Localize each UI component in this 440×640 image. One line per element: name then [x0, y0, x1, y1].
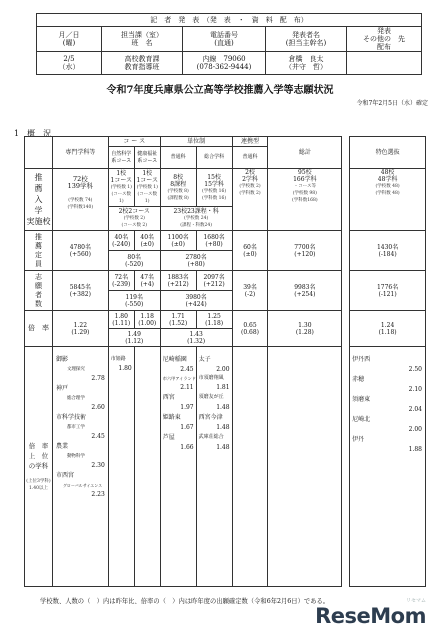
r4-toku: 1.24 (1.18) — [350, 311, 426, 347]
r4-course-sub: 1.49 (1.12) — [108, 329, 160, 347]
confirm-date: 令和7年2月5日（水）確定 — [356, 100, 428, 107]
r3-toku: 1776名 (-121) — [350, 271, 426, 311]
r5-total-cell — [268, 347, 342, 587]
r5-futsu-7: 1.67 — [180, 424, 194, 431]
r5-toku-8: 伊丹 — [352, 436, 365, 443]
r5-senmon-2: 2.78 — [91, 375, 105, 382]
r5-toku-9: 1.88 — [408, 446, 422, 453]
gap — [342, 271, 350, 311]
header-col-other: 発表 その他の 先 配布 — [347, 27, 422, 52]
r1-kenko-sub: (学校数 1) (コース数 1) — [136, 185, 158, 204]
r1-sogo-cell — [196, 169, 232, 207]
r5-jishu-0: 市姫路 — [110, 356, 126, 362]
r1-futsu-cell — [160, 169, 196, 207]
r5-sogo-0: 太子 — [198, 356, 211, 363]
r5-senmon-9: 農業 — [55, 443, 68, 450]
gap — [342, 137, 350, 147]
header-course: コ ー ス — [108, 137, 160, 147]
r5-toku-3: 2.10 — [408, 386, 422, 393]
row-label-ratio: 倍 率 — [25, 311, 53, 347]
header-tokushoku: 特色選抜 — [350, 137, 426, 169]
r5-toku-0: 伊丹西 — [352, 356, 371, 363]
r1-total: 95校 166学科 — [293, 169, 317, 183]
r1-jishu-cell — [108, 169, 134, 207]
r5-senmon-6: 市科学技術 — [55, 414, 86, 421]
r5-futsu-8: 芦屋 — [162, 434, 175, 441]
r5-senmon-3: 神戸 — [55, 385, 68, 392]
header-val-dept: 高校教育課 教育指導班 — [102, 52, 183, 75]
header-col-dept: 担当課（室） 班 名 — [102, 27, 183, 52]
header-kenko: 健康福祉 系コース — [134, 147, 160, 169]
r1-renkei-sub: (学校数 2) (学科数 2) — [239, 184, 261, 196]
r3-senmon: 5845名 (+382) — [52, 271, 108, 311]
r1-sogo: 15校 15学科 — [204, 173, 224, 188]
r5-sogo-7: 1.48 — [216, 424, 230, 431]
r1-toku-sub: (学校数 48) (学科数 48) — [375, 184, 400, 196]
footnote: 学校数、人数の（ ）内は昨年比、倍率の（ ）内は昨年度の出願確定数（令和6年2月6日）である。 — [40, 598, 330, 605]
gap — [342, 311, 350, 347]
page-title: 令和7年度兵庫県公立高等学校推薦入学等志願状況 — [106, 85, 334, 96]
r1-toku: 48校 48学科 — [377, 169, 398, 183]
r5-toku-cell — [350, 347, 426, 587]
r4-tanni-sub: 1.43 (1.32) — [160, 329, 232, 347]
r5-senmon-10: 動物科学 — [66, 454, 85, 459]
header-val-date: 2/5 （水） — [37, 52, 102, 75]
header-futsu1: 普通科 — [160, 147, 196, 169]
r5-futsu-5: 1.97 — [180, 404, 194, 411]
r2-futsu: 1100名 (±0) — [160, 231, 196, 251]
corner-cell — [25, 137, 53, 169]
gap — [342, 231, 350, 271]
r1-sogo-sub: (学校数 16) (学科数 16) — [202, 188, 227, 201]
r1-senmon: 72校 139学科 — [67, 175, 94, 190]
r1-tanni-sub: 23校23課程・科 — [173, 208, 219, 215]
r5-sogo-6: 西宮今津 — [198, 414, 223, 421]
r5-senmon-11: 2.30 — [91, 462, 105, 469]
r1-renkei: 2校 2学科 — [242, 169, 258, 183]
r3-renkei: 39名 (-2) — [232, 271, 268, 311]
r5-sogo-8: 武庫荘総合 — [198, 434, 224, 440]
r2-senmon: 4780名 (+560) — [52, 231, 108, 271]
r5-futsu-3: 2.11 — [180, 384, 194, 391]
row-label-applicants: 志 願 者 数 — [25, 271, 53, 311]
r2-renkei: 60名 (±0) — [232, 231, 268, 271]
header-val-other — [347, 52, 422, 75]
r5-toku-1: 2.50 — [408, 366, 422, 373]
row-label-schools: 推 薦 入 学 実施校 — [25, 169, 53, 231]
header-jishu: 自然科学 系コース — [108, 147, 134, 169]
r5-senmon-12: 市西宮 — [55, 472, 74, 479]
r5-senmon-7: 都市工学 — [66, 425, 85, 430]
r1-course-sub-cell — [108, 207, 160, 231]
r5-futsu-4: 西宮 — [162, 394, 175, 401]
r4-renkei: 0.65 (0.68) — [232, 311, 268, 347]
r5-sogo-cell — [196, 347, 232, 587]
header-val-presenter: 倉橋 良太 （井守 哲） — [266, 52, 347, 75]
r1-total-sub: ・コース等 (学校数 98) (学科数168) — [292, 184, 318, 203]
r1-jishu-sub: (学校数 1) (コース数 1) — [110, 185, 132, 204]
r3-jishu: 72名 (-239) — [108, 271, 134, 291]
r2-toku: 1430名 (-184) — [350, 231, 426, 271]
r5-senmon-cell — [52, 347, 108, 587]
r5-sogo-3: 1.81 — [216, 384, 230, 391]
r1-futsu: 8校 8課程 — [170, 173, 187, 188]
r5-toku-4: 須磨東 — [352, 396, 371, 403]
r1-senmon-sub: (学校数 74) (学科数140) — [67, 198, 94, 210]
r1-senmon-cell — [52, 169, 108, 231]
header-tanni: 単位制 — [160, 137, 232, 147]
r1-renkei-cell — [232, 169, 268, 231]
r3-total: 9983名 (+254) — [268, 271, 342, 311]
summary-table — [24, 136, 426, 587]
r5-jishu-1: 1.80 — [118, 365, 132, 372]
r2-course-sub: 80名 (-520) — [108, 251, 160, 271]
r5-senmon-1: 文理探究 — [66, 367, 85, 372]
r5-senmon-8: 2.45 — [91, 433, 105, 440]
header-sogo: 総合学科 — [196, 147, 232, 169]
r2-kenko: 40名 (±0) — [134, 231, 160, 251]
r4-sogo: 1.25 (1.18) — [196, 311, 232, 329]
r1-tanni-sub-cell — [160, 207, 232, 231]
r5-toku-6: 尼崎北 — [352, 416, 371, 423]
r5-toku-5: 2.04 — [408, 406, 422, 413]
r2-sogo: 1680名 (+80) — [196, 231, 232, 251]
r5-futsu-cell — [160, 347, 196, 587]
r5-futsu-1: 2.45 — [180, 366, 194, 373]
r3-course-sub: 119名 (-550) — [108, 291, 160, 311]
r4-kenko: 1.18 (1.00) — [134, 311, 160, 329]
r5-senmon-4: 総合理学 — [66, 396, 85, 401]
r4-jishu: 1.80 (1.11) — [108, 311, 134, 329]
r5-label-sub: (上位3学科) 1.40以上 — [26, 479, 51, 491]
r1-course-sub: 2校2コース — [118, 208, 150, 215]
watermark-logo: ReseMom — [315, 604, 426, 628]
r3-kenko: 47名 (+4) — [134, 271, 160, 291]
r2-total: 7700名 (+120) — [268, 231, 342, 271]
row-label-capacity: 推 薦 定 員 — [25, 231, 53, 271]
r2-tanni-sub: 2780名 (+80) — [160, 251, 232, 271]
header-renkei: 連携型 — [232, 137, 268, 147]
r3-sogo: 2097名 (+212) — [196, 271, 232, 291]
r5-senmon-13: グローバルサイエンス — [62, 483, 103, 488]
header-top-label: 記 者 発 表 （発 表 ・ 資 料 配 布） — [37, 14, 422, 27]
r1-kenko: 1校 1コース — [136, 170, 158, 184]
r5-futsu-6: 姫路東 — [162, 414, 181, 421]
header-total: 総計 — [268, 137, 342, 169]
r5-renkei-cell — [232, 347, 268, 587]
r5-senmon-0: 御影 — [55, 356, 68, 363]
r5-senmon-14: 2.23 — [91, 491, 105, 498]
r5-toku-7: 2.00 — [408, 426, 422, 433]
r1-kenko-cell — [134, 169, 160, 207]
header-col-phone: 電話番号 (直通) — [183, 27, 266, 52]
r1-total-cell — [268, 169, 342, 231]
r5-sogo-9: 1.48 — [216, 444, 230, 451]
r5-sogo-4: 須磨友が丘 — [198, 394, 224, 400]
r5-futsu-9: 1.66 — [180, 444, 194, 451]
gap — [342, 147, 350, 169]
resemom-watermark — [315, 597, 426, 628]
press-header-table — [36, 13, 422, 75]
r5-sogo-2: 市須磨翔風 — [198, 375, 224, 381]
gap — [342, 347, 350, 587]
r5-futsu-0: 尼崎稲園 — [162, 356, 187, 363]
r5-jishu-cell — [108, 347, 134, 587]
r5-label: 倍 率 上 位 の学科 — [28, 442, 49, 470]
header-futsu2: 普通科 — [232, 147, 268, 169]
r4-senmon: 1.22 (1.29) — [52, 311, 108, 347]
r1-tanni-sub-s: (学校数 24) (課程・科数24) — [180, 216, 212, 228]
r2-jishu: 40名 (-240) — [108, 231, 134, 251]
r4-futsu: 1.71 (1.52) — [160, 311, 196, 329]
r3-tanni-sub: 3980名 (+424) — [160, 291, 232, 311]
r1-course-sub-s: (学校数 2) (コース数 2) — [121, 216, 148, 228]
section-heading: 1 概 況 — [14, 129, 52, 138]
r5-kenko-cell — [134, 347, 160, 587]
r4-total: 1.30 (1.28) — [268, 311, 342, 347]
r5-sogo-1: 2.00 — [216, 366, 230, 373]
r1-toku-cell — [350, 169, 426, 231]
header-col-presenter: 発表者名 (担当主幹名) — [266, 27, 347, 52]
r5-sogo-5: 1.48 — [216, 404, 230, 411]
row-label-top — [25, 347, 53, 587]
r3-futsu: 1883名 (+212) — [160, 271, 196, 291]
watermark-sub: リセマム — [406, 598, 426, 604]
r5-toku-2: 赤穂 — [352, 376, 365, 383]
gap — [342, 169, 350, 231]
header-senmon: 専門学科等 — [52, 137, 108, 169]
header-val-phone: 内線 79060 (078-362-9444) — [183, 52, 266, 75]
r1-jishu: 1校 1コース — [110, 170, 133, 184]
r1-futsu-sub: (学校数 8) (課程数 8) — [167, 188, 189, 201]
r5-futsu-2: 市六甲アイランド — [162, 376, 196, 381]
r5-senmon-5: 2.60 — [91, 404, 105, 411]
header-col-date: 月／日 (曜) — [37, 27, 102, 52]
